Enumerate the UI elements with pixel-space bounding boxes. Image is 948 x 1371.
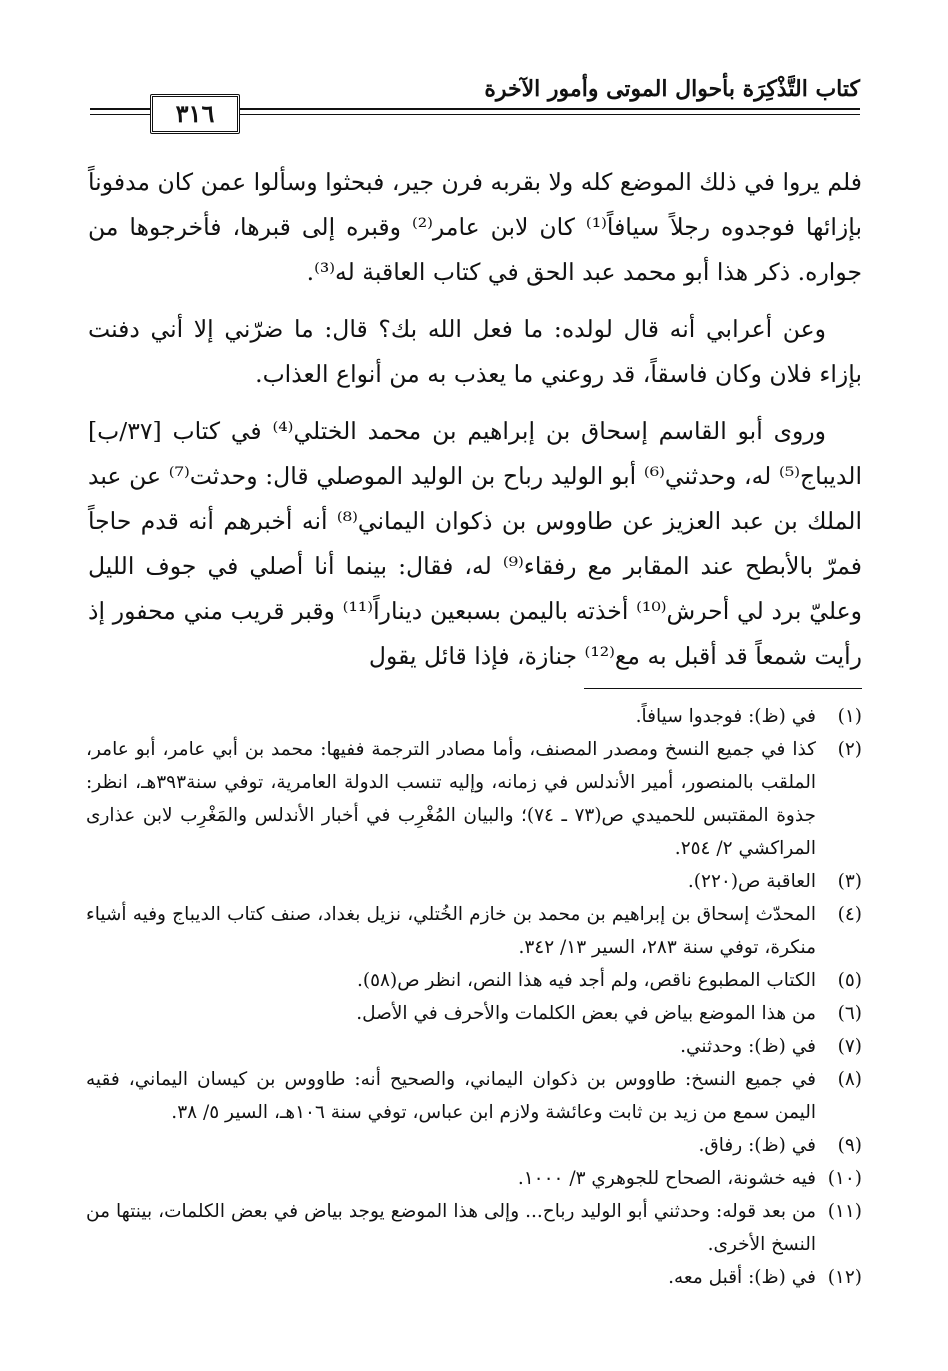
- page-number: ٣١٦: [150, 94, 240, 134]
- footnote-text: المحدّث إسحاق بن إبراهيم بن محمد بن خازم الخُتلي، نزيل بغداد، صنف كتاب الديباج وفيه أشياء منكرة، توفي سنة ٢٨٣، السير ١٣/ ٣٤٢.: [86, 904, 816, 958]
- footnote-number: (١): [837, 706, 862, 727]
- footnote-text: الكتاب المطبوع ناقص، ولم أجد فيه هذا النص، انظر ص(٥٨).: [357, 970, 816, 991]
- paragraph: وروى أبو القاسم إسحاق بن إبراهيم بن محمد الختلي⁽⁴⁾ في كتاب [٣٧/ب] الديباج⁽⁵⁾ له، وحدثني⁽⁶⁾ أبو الوليد رباح بن الوليد الموصلي قال: وحدثت⁽⁷⁾ عن عبد الملك بن عبد العزيز عن طاووس بن ذكوان اليماني⁽⁸⁾ أنه أخبرهم أنه قدم حاجاً فمرّ بالأبطح عند المقابر مع رفقاء⁽⁹⁾ له، فقال: بينما أنا أصلي في جوف الليل وعليّ برد لي أحرش⁽¹⁰⁾ أخذته باليمن بسبعين ديناراً⁽¹¹⁾ وقبر قريب مني محفور إذ رأيت شمعاً قد أقبل به مع⁽¹²⁾ جنازة، فإذا قائل يقول: [88, 417, 862, 670]
- footnote-text: في (ظ): وحدثني.: [680, 1036, 816, 1057]
- footnote-text: من بعد قوله: وحدثني أبو الوليد رباح... وإلى هذا الموضع يوجد بياض في بعض الكلمات، بينتها من النسخ الأخرى.: [86, 1201, 816, 1255]
- main-text: [88, 160, 862, 691]
- footnote: [86, 1162, 862, 1195]
- footnote-number: (٦): [837, 1003, 862, 1024]
- footnote-number: (١٠): [827, 1168, 862, 1189]
- footnote-text: من هذا الموضع بياض في بعض الكلمات والأحرف في الأصل.: [356, 1003, 816, 1024]
- footnote-text: العاقبة ص(٢٢٠).: [687, 871, 816, 892]
- footnote-text: فيه خشونة، الصحاح للجوهري ٣/ ١٠٠٠.: [517, 1168, 816, 1189]
- footnote: [86, 1261, 862, 1294]
- footnote: [86, 1129, 862, 1162]
- footnote-number: (٥): [837, 970, 862, 991]
- footnote-separator: [584, 688, 862, 689]
- running-title: كتاب التَّذْكِرَة بأحوال الموتى وأمور الآخرة: [484, 76, 860, 102]
- footnote-number: (١١): [827, 1201, 862, 1222]
- footnote-text: في جميع النسخ: طاووس بن ذكوان اليماني، والصحيح أنه: طاووس بن كيسان اليماني، فقيه اليمن سمع من زيد بن ثابت وعائشة ولازم ابن عباس، توفي سنة ١٠٦هـ، السير ٥/ ٣٨.: [86, 1069, 816, 1123]
- paragraph: وعن أعرابي أنه قال لولده: ما فعل الله بك؟ قال: ما ضرّني إلا أني دفنت بإزاء فلان وكان فاسقاً، قد روعني ما يعذب به من أنواع العذاب.: [88, 315, 862, 388]
- footnote: [86, 898, 862, 964]
- footnote: [86, 865, 862, 898]
- footnote: [86, 964, 862, 997]
- footnote-number: (٢): [837, 739, 862, 760]
- footnote: [86, 700, 862, 733]
- footnote-number: (٧): [837, 1036, 862, 1057]
- footnote-text: في (ظ): رفاق.: [698, 1135, 816, 1156]
- footnote-number: (٤): [837, 904, 862, 925]
- footnote: [86, 997, 862, 1030]
- footnote: [86, 1030, 862, 1063]
- footnote-text: كذا في جميع النسخ ومصدر المصنف، وأما مصادر الترجمة ففيها: محمد بن أبي عامر، أبو عامر، الملقب بالمنصور، أمير الأندلس في زمانه، وإليه تنسب الدولة العامرية، توفي سنة٣٩٣هـ، انظر: جذوة المقتبس للحميدي ص(٧٣ ـ ٧٤)؛ والبيان المُغْرِب في أخبار الأندلس والمَغْرِب لابن عذارى المراكشي ٢/ ٢٥٤.: [86, 739, 816, 859]
- footnote: [86, 733, 862, 865]
- paragraph: فلم يروا في ذلك الموضع كله ولا بقربه فرن جير، فبحثوا وسألوا عمن كان مدفوناً بإزائها فوجدوه رجلاً سيافاً⁽¹⁾ كان لابن عامر⁽²⁾ وقبره إلى قبرها، فأخرجوها من جواره. ذكر هذا أبو محمد عبد الحق في كتاب العاقبة له⁽³⁾.: [88, 168, 862, 286]
- footnote-number: (٨): [837, 1069, 862, 1090]
- footnote-text: في (ظ): أقبل معه.: [668, 1267, 816, 1288]
- footnotes: [86, 700, 862, 1294]
- footnote-number: (٣): [837, 871, 862, 892]
- footnote: [86, 1063, 862, 1129]
- footnote-number: (٩): [837, 1135, 862, 1156]
- footnote-number: (١٢): [827, 1267, 862, 1288]
- footnote: [86, 1195, 862, 1261]
- page-header: [90, 72, 860, 132]
- footnote-text: في (ظ): فوجدوا سيافاً.: [635, 706, 816, 727]
